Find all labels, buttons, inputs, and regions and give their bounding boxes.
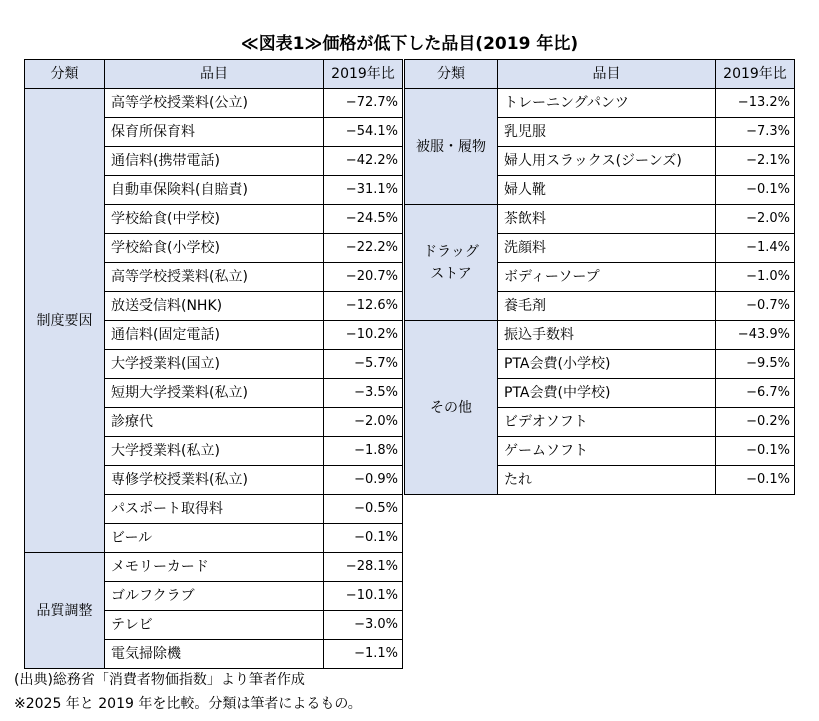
item-cell: ゴルフクラブ	[105, 582, 324, 611]
change-cell: −2.0%	[324, 408, 403, 437]
change-cell: −31.1%	[324, 176, 403, 205]
item-cell: パスポート取得料	[105, 495, 324, 524]
comparison-note: ※2025 年と 2019 年を比較。分類は筆者によるもの。	[14, 696, 362, 712]
change-cell: −6.7%	[716, 379, 795, 408]
table-body-left	[25, 89, 403, 669]
item-cell: 乳児服	[498, 118, 716, 147]
table-header-row	[25, 60, 403, 89]
item-cell: たれ	[498, 466, 716, 495]
item-cell: ビール	[105, 524, 324, 553]
item-cell: 電気掃除機	[105, 640, 324, 669]
item-cell: 診療代	[105, 408, 324, 437]
change-cell: −72.7%	[324, 89, 403, 118]
item-cell: 洗顔料	[498, 234, 716, 263]
change-cell: −5.7%	[324, 350, 403, 379]
table-row	[405, 321, 795, 350]
category-cell	[405, 205, 498, 321]
change-cell: −1.0%	[716, 263, 795, 292]
category-cell: 制度要因	[25, 89, 105, 553]
change-cell: −1.1%	[324, 640, 403, 669]
header-category: 分類	[405, 60, 498, 89]
change-cell: −10.1%	[324, 582, 403, 611]
item-cell: 短期大学授業料(私立)	[105, 379, 324, 408]
item-cell: 自動車保険料(自賠責)	[105, 176, 324, 205]
table-body-right	[405, 89, 795, 495]
category-cell: 品質調整	[25, 553, 105, 669]
change-cell: −13.2%	[716, 89, 795, 118]
table-row	[405, 205, 795, 234]
item-cell: 養毛剤	[498, 292, 716, 321]
item-cell: 通信料(携帯電話)	[105, 147, 324, 176]
change-cell: −9.5%	[716, 350, 795, 379]
change-cell: −10.2%	[324, 321, 403, 350]
change-cell: −3.5%	[324, 379, 403, 408]
change-cell: −0.5%	[324, 495, 403, 524]
item-cell: 高等学校授業料(公立)	[105, 89, 324, 118]
change-cell: −2.1%	[716, 147, 795, 176]
change-cell: −0.7%	[716, 292, 795, 321]
change-cell: −42.2%	[324, 147, 403, 176]
header-item: 品目	[498, 60, 716, 89]
header-category: 分類	[25, 60, 105, 89]
item-cell: 大学授業料(私立)	[105, 437, 324, 466]
item-cell: 振込手数料	[498, 321, 716, 350]
price-table-right	[404, 59, 795, 495]
change-cell: −0.1%	[324, 524, 403, 553]
change-cell: −1.8%	[324, 437, 403, 466]
change-cell: −1.4%	[716, 234, 795, 263]
header-change: 2019年比	[324, 60, 403, 89]
item-cell: メモリーカード	[105, 553, 324, 582]
category-line: ドラッグ	[423, 243, 479, 260]
item-cell: ボディーソープ	[498, 263, 716, 292]
item-cell: 学校給食(中学校)	[105, 205, 324, 234]
table-row	[25, 553, 403, 582]
change-cell: −0.1%	[716, 466, 795, 495]
item-cell: トレーニングパンツ	[498, 89, 716, 118]
item-cell: 専修学校授業料(私立)	[105, 466, 324, 495]
change-cell: −54.1%	[324, 118, 403, 147]
item-cell: 保育所保育料	[105, 118, 324, 147]
header-item: 品目	[105, 60, 324, 89]
change-cell: −0.1%	[716, 176, 795, 205]
change-cell: −0.9%	[324, 466, 403, 495]
item-cell: 放送受信料(NHK)	[105, 292, 324, 321]
change-cell: −20.7%	[324, 263, 403, 292]
change-cell: −7.3%	[716, 118, 795, 147]
item-cell: 大学授業料(国立)	[105, 350, 324, 379]
item-cell: 茶飲料	[498, 205, 716, 234]
category-cell: 被服・履物	[405, 89, 498, 205]
item-cell: 学校給食(小学校)	[105, 234, 324, 263]
change-cell: −0.1%	[716, 437, 795, 466]
category-line: ストア	[430, 265, 472, 282]
source-note: (出典)総務省「消費者物価指数」より筆者作成	[14, 672, 305, 688]
table-row	[25, 89, 403, 118]
item-cell: 婦人用スラックス(ジーンズ)	[498, 147, 716, 176]
change-cell: −43.9%	[716, 321, 795, 350]
figure-title: ≪図表1≫価格が低下した品目(2019 年比)	[240, 34, 579, 54]
change-cell: −24.5%	[324, 205, 403, 234]
item-cell: 婦人靴	[498, 176, 716, 205]
change-cell: −3.0%	[324, 611, 403, 640]
item-cell: PTA会費(小学校)	[498, 350, 716, 379]
change-cell: −28.1%	[324, 553, 403, 582]
item-cell: PTA会費(中学校)	[498, 379, 716, 408]
item-cell: テレビ	[105, 611, 324, 640]
table-header-row	[405, 60, 795, 89]
table-row	[405, 89, 795, 118]
change-cell: −2.0%	[716, 205, 795, 234]
category-cell: その他	[405, 321, 498, 495]
change-cell: −0.2%	[716, 408, 795, 437]
item-cell: ビデオソフト	[498, 408, 716, 437]
change-cell: −22.2%	[324, 234, 403, 263]
price-table-left	[24, 59, 403, 669]
header-change: 2019年比	[716, 60, 795, 89]
item-cell: 高等学校授業料(私立)	[105, 263, 324, 292]
item-cell: ゲームソフト	[498, 437, 716, 466]
item-cell: 通信料(固定電話)	[105, 321, 324, 350]
change-cell: −12.6%	[324, 292, 403, 321]
